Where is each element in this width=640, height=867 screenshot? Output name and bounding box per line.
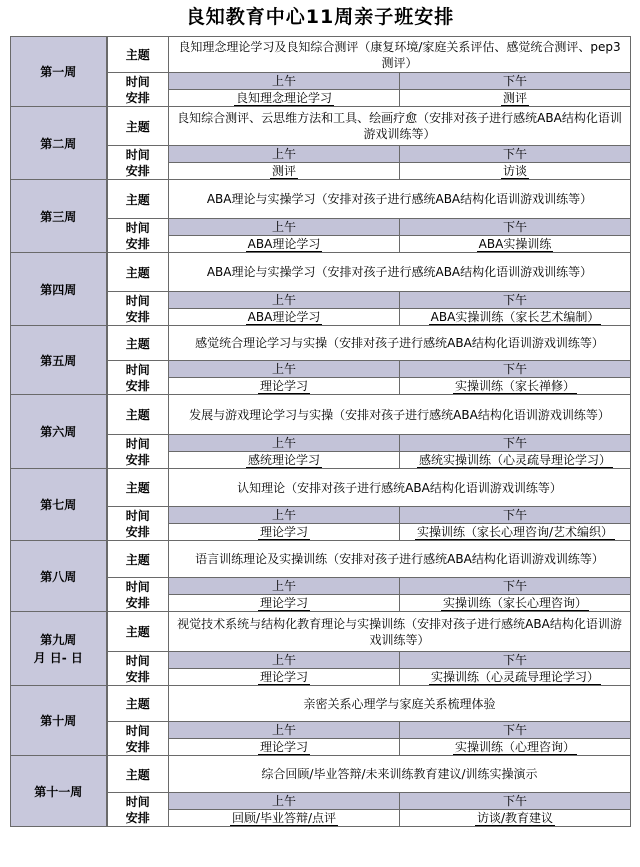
week-topic-row xyxy=(11,469,631,507)
am-activity-cell xyxy=(169,90,400,107)
week-cell xyxy=(11,395,107,469)
am-header: 上午 xyxy=(169,146,400,163)
time-arrange-label xyxy=(107,435,169,469)
week-topic-row xyxy=(11,253,631,292)
topic-label: 主题 xyxy=(107,180,169,219)
time-label: 时间 xyxy=(125,436,150,451)
arrange-label: 安排 xyxy=(125,810,150,825)
am-header: 上午 xyxy=(169,219,400,236)
am-activity-cell xyxy=(169,378,400,395)
time-label: 时间 xyxy=(125,579,150,594)
time-arrange-label xyxy=(107,361,169,395)
am-activity: 理论学习 xyxy=(259,525,308,539)
topic-label: 主题 xyxy=(107,253,169,292)
pm-activity: 访谈/教育建议 xyxy=(476,811,554,825)
am-activity: 良知理念理论学习 xyxy=(235,91,332,105)
arrange-label: 安排 xyxy=(125,739,150,754)
am-activity-cell xyxy=(169,452,400,469)
time-label: 时间 xyxy=(125,220,150,235)
am-header: 上午 xyxy=(169,507,400,524)
arrange-label: 安排 xyxy=(125,236,150,251)
week-cell xyxy=(11,686,107,756)
am-activity: 理论学习 xyxy=(259,596,308,610)
pm-header: 下午 xyxy=(400,73,631,90)
time-arrange-label xyxy=(107,578,169,612)
arrange-label: 安排 xyxy=(125,595,150,610)
am-activity: ABA理论学习 xyxy=(247,237,321,251)
pm-activity-cell xyxy=(400,739,631,756)
week-topic: 视觉技术系统与结构化教育理论与实操训练（安排对孩子进行感统ABA结构化语训游戏训练等） xyxy=(169,612,631,652)
am-activity: ABA理论学习 xyxy=(247,310,321,324)
time-arrange-label xyxy=(107,292,169,326)
am-activity-cell xyxy=(169,524,400,541)
schedule-table xyxy=(10,36,631,827)
pm-activity-cell xyxy=(400,90,631,107)
week-cell xyxy=(11,469,107,541)
time-arrange-label xyxy=(107,507,169,541)
pm-header: 下午 xyxy=(400,507,631,524)
week-topic-row xyxy=(11,37,631,73)
page-title: 良知教育中心11周亲子班安排 xyxy=(185,6,455,28)
week-cell xyxy=(11,37,107,107)
pm-activity: 实操训练（家长禅修） xyxy=(454,379,575,393)
time-arrange-label xyxy=(107,219,169,253)
week-topic: ABA理论与实操学习（安排对孩子进行感统ABA结构化语训游戏训练等） xyxy=(169,180,631,219)
am-header: 上午 xyxy=(169,361,400,378)
pm-activity: 测评 xyxy=(502,91,527,105)
am-header: 上午 xyxy=(169,652,400,669)
pm-activity-cell xyxy=(400,810,631,827)
topic-label: 主题 xyxy=(107,541,169,578)
pm-activity-cell xyxy=(400,378,631,395)
time-arrange-label xyxy=(107,146,169,180)
pm-header: 下午 xyxy=(400,361,631,378)
week-label: 第二周 xyxy=(40,136,77,151)
pm-activity: 实操训练（家长心理咨询/艺术编织） xyxy=(416,525,614,539)
am-activity: 理论学习 xyxy=(259,379,308,393)
am-header: 上午 xyxy=(169,73,400,90)
pm-header: 下午 xyxy=(400,652,631,669)
pm-activity-cell xyxy=(400,595,631,612)
am-activity-cell xyxy=(169,163,400,180)
pm-header: 下午 xyxy=(400,219,631,236)
pm-activity-cell xyxy=(400,452,631,469)
week-topic-row xyxy=(11,541,631,578)
pm-activity: 实操训练（家长心理咨询） xyxy=(442,596,587,610)
week-topic: 亲密关系心理学与家庭关系梳理体验 xyxy=(169,686,631,722)
week-topic: ABA理论与实操学习（安排对孩子进行感统ABA结构化语训游戏训练等） xyxy=(169,253,631,292)
am-header: 上午 xyxy=(169,793,400,810)
pm-activity: ABA实操训练 xyxy=(478,237,552,251)
week-cell xyxy=(11,756,107,827)
pm-activity-cell xyxy=(400,236,631,253)
week-label: 第九周 xyxy=(40,632,77,647)
arrange-label: 安排 xyxy=(125,669,150,684)
week-topic-row xyxy=(11,686,631,722)
week-label: 第十周 xyxy=(40,714,77,728)
am-header: 上午 xyxy=(169,578,400,595)
am-activity-cell xyxy=(169,739,400,756)
pm-activity-cell xyxy=(400,524,631,541)
week-date: 月 日- 日 xyxy=(33,650,83,665)
arrange-label: 安排 xyxy=(125,378,150,393)
pm-header: 下午 xyxy=(400,578,631,595)
pm-activity: 实操训练（心理咨询） xyxy=(454,740,575,754)
pm-header: 下午 xyxy=(400,435,631,452)
week-label: 第四周 xyxy=(40,282,77,297)
week-label: 第八周 xyxy=(40,569,77,584)
am-activity: 测评 xyxy=(271,164,296,178)
arrange-label: 安排 xyxy=(125,309,150,324)
pm-activity-cell xyxy=(400,309,631,326)
time-label: 时间 xyxy=(125,74,150,89)
pm-activity: 访谈 xyxy=(502,164,527,178)
pm-header: 下午 xyxy=(400,292,631,309)
week-label: 第十一周 xyxy=(34,784,83,799)
pm-header: 下午 xyxy=(400,146,631,163)
time-arrange-label xyxy=(107,793,169,827)
schedule-body xyxy=(11,37,631,827)
am-header: 上午 xyxy=(169,722,400,739)
week-cell xyxy=(11,541,107,612)
pm-header: 下午 xyxy=(400,722,631,739)
arrange-label: 安排 xyxy=(125,452,150,467)
week-topic-row xyxy=(11,395,631,435)
am-activity-cell xyxy=(169,309,400,326)
topic-label: 主题 xyxy=(107,686,169,722)
pm-activity: 感统实操训练（心灵疏导理论学习） xyxy=(418,453,611,467)
week-topic: 良知综合测评、云思维方法和工具、绘画疗愈（安排对孩子进行感统ABA结构化语训游戏训练等） xyxy=(169,107,631,146)
week-cell xyxy=(11,180,107,253)
arrange-label: 安排 xyxy=(125,163,150,178)
topic-label: 主题 xyxy=(107,37,169,73)
arrange-label: 安排 xyxy=(125,90,150,105)
week-label: 第六周 xyxy=(40,425,77,439)
pm-activity-cell xyxy=(400,163,631,180)
am-activity: 理论学习 xyxy=(259,670,308,684)
week-cell xyxy=(11,612,107,686)
time-label: 时间 xyxy=(125,508,150,523)
time-arrange-label xyxy=(107,722,169,756)
time-label: 时间 xyxy=(125,653,150,668)
topic-label: 主题 xyxy=(107,756,169,793)
am-header: 上午 xyxy=(169,292,400,309)
topic-label: 主题 xyxy=(107,395,169,435)
week-topic: 感觉统合理论学习与实操（安排对孩子进行感统ABA结构化语训游戏训练等） xyxy=(169,326,631,361)
week-topic-row xyxy=(11,180,631,219)
week-topic-row xyxy=(11,612,631,652)
week-topic: 综合回顾/毕业答辩/未来训练教育建议/训练实操演示 xyxy=(169,756,631,793)
week-topic-row xyxy=(11,107,631,146)
week-cell xyxy=(11,107,107,180)
pm-activity-cell xyxy=(400,669,631,686)
time-label: 时间 xyxy=(125,293,150,308)
am-activity-cell xyxy=(169,595,400,612)
time-arrange-label xyxy=(107,73,169,107)
topic-label: 主题 xyxy=(107,612,169,652)
arrange-label: 安排 xyxy=(125,524,150,539)
week-topic: 发展与游戏理论学习与实操（安排对孩子进行感统ABA结构化语训游戏训练等） xyxy=(169,395,631,435)
am-activity: 理论学习 xyxy=(259,740,308,754)
week-label: 第一周 xyxy=(40,65,77,79)
week-topic: 语言训练理论及实操训练（安排对孩子进行感统ABA结构化语训游戏训练等） xyxy=(169,541,631,578)
topic-label: 主题 xyxy=(107,107,169,146)
pm-header: 下午 xyxy=(400,793,631,810)
time-arrange-label xyxy=(107,652,169,686)
week-label: 第七周 xyxy=(40,498,77,512)
time-label: 时间 xyxy=(125,147,150,162)
week-topic-row xyxy=(11,326,631,361)
am-activity: 感统理论学习 xyxy=(247,453,320,467)
week-topic: 认知理论（安排对孩子进行感统ABA结构化语训游戏训练等） xyxy=(169,469,631,507)
time-label: 时间 xyxy=(125,362,150,377)
week-label: 第三周 xyxy=(40,209,77,224)
week-topic-row xyxy=(11,756,631,793)
topic-label: 主题 xyxy=(107,469,169,507)
week-label: 第五周 xyxy=(40,353,77,368)
time-label: 时间 xyxy=(125,794,150,809)
week-cell xyxy=(11,253,107,326)
time-label: 时间 xyxy=(125,723,150,738)
am-activity-cell xyxy=(169,236,400,253)
am-activity: 回顾/毕业答辩/点评 xyxy=(231,811,337,825)
am-header: 上午 xyxy=(169,435,400,452)
week-topic: 良知理念理论学习及良知综合测评（康复环境/家庭关系评估、感觉统合测评、pep3测评） xyxy=(169,37,631,73)
am-activity-cell xyxy=(169,810,400,827)
topic-label: 主题 xyxy=(107,326,169,361)
am-activity-cell xyxy=(169,669,400,686)
pm-activity: 实操训练（心灵疏导理论学习） xyxy=(430,670,599,684)
pm-activity: ABA实操训练（家长艺术编制） xyxy=(430,310,600,324)
week-cell xyxy=(11,326,107,395)
